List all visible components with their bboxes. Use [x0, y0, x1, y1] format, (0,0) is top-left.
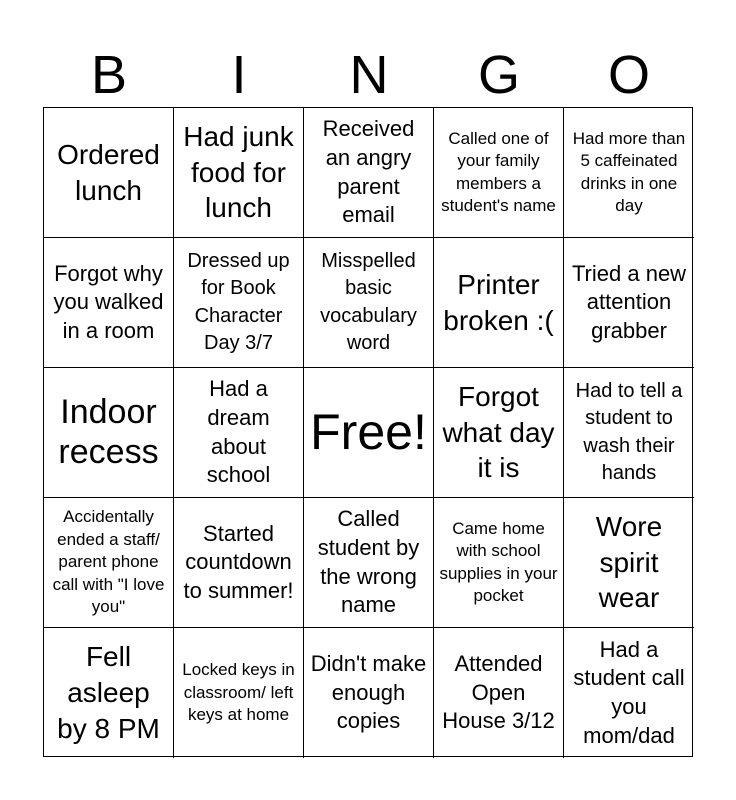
bingo-cell[interactable] — [174, 108, 304, 238]
bingo-cell[interactable] — [304, 238, 434, 368]
cell-text: Wore spirit wear — [595, 510, 663, 614]
bingo-cell[interactable] — [174, 498, 304, 628]
bingo-cell[interactable] — [44, 108, 174, 238]
bingo-cell[interactable] — [434, 628, 564, 758]
cell-text: Dressed up for Book Character Day 3/7 — [187, 250, 290, 354]
cell-text: Had more than 5 caffeinated drinks in one day — [572, 128, 686, 215]
header-letter-o: O — [607, 45, 650, 105]
cell-text: Fell asleep by 8 PM — [57, 641, 160, 744]
header-letter-b: B — [90, 45, 128, 105]
bingo-cell[interactable] — [564, 238, 694, 368]
bingo-cell[interactable] — [304, 628, 434, 758]
header-letter-i: I — [231, 45, 247, 105]
bingo-cell[interactable] — [44, 628, 174, 758]
cell-text: Didn't make enough copies — [310, 651, 427, 734]
cell-text: Forgot why you walked in a room — [53, 260, 164, 343]
cell-text: Misspelled basic vocabulary word — [320, 250, 417, 354]
bingo-board — [43, 107, 693, 757]
bingo-cell[interactable] — [44, 498, 174, 628]
cell-text: Had to tell a student to wash their hands — [575, 380, 683, 484]
cell-text: Called student by the wrong name — [317, 506, 420, 618]
bingo-cell[interactable] — [174, 368, 304, 498]
bingo-cell[interactable] — [44, 238, 174, 368]
cell-text: Locked keys in classroom/ left keys at home — [182, 660, 295, 725]
cell-text: Attended Open House 3/12 — [442, 651, 555, 734]
bingo-cell[interactable] — [434, 498, 564, 628]
cell-text: Tried a new attention grabber — [571, 260, 687, 343]
cell-text: Had junk food for lunch — [183, 120, 294, 224]
bingo-cell[interactable] — [564, 368, 694, 498]
bingo-cell[interactable] — [174, 628, 304, 758]
bingo-cell[interactable] — [564, 108, 694, 238]
header-letter-n: N — [349, 45, 389, 105]
bingo-header — [44, 42, 694, 108]
cell-text: Had a student call you mom/dad — [573, 636, 685, 748]
bingo-cell[interactable] — [434, 238, 564, 368]
bingo-cell[interactable] — [434, 108, 564, 238]
bingo-cell[interactable] — [564, 628, 694, 758]
cell-text: Had a dream about school — [206, 376, 271, 488]
cell-text: Accidentally ended a staff/ parent phone call with "I love you" — [52, 507, 165, 617]
cell-text: Started countdown to summer! — [183, 520, 294, 603]
cell-text: Printer broken :( — [443, 268, 554, 336]
cell-text: Ordered lunch — [57, 138, 160, 206]
cell-text: Free! — [310, 404, 427, 461]
bingo-cell[interactable] — [564, 498, 694, 628]
cell-text: Received an angry parent email — [322, 116, 415, 228]
cell-text: Indoor recess — [58, 393, 159, 471]
bingo-cell[interactable] — [304, 498, 434, 628]
bingo-cell[interactable] — [304, 108, 434, 238]
bingo-cell[interactable] — [44, 368, 174, 498]
header-letter-g: G — [477, 45, 520, 105]
free-space[interactable] — [304, 368, 434, 498]
cell-text: Forgot what day it is — [442, 380, 555, 484]
cell-text: Called one of your family members a student's name — [441, 128, 556, 215]
bingo-cell[interactable] — [174, 238, 304, 368]
cell-text: Came home with school supplies in your pocket — [439, 518, 558, 605]
bingo-cell[interactable] — [434, 368, 564, 498]
